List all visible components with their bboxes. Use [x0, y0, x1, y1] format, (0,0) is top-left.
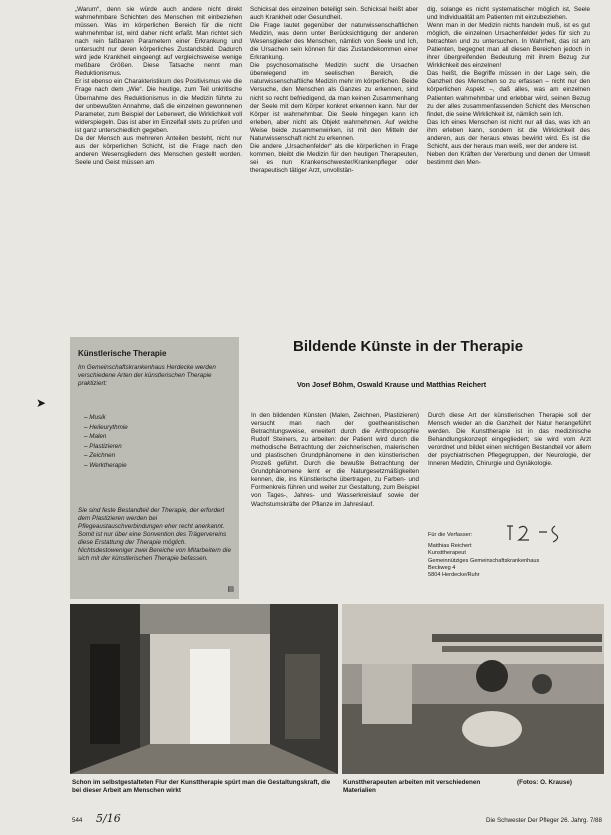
paragraph: Neben den Kräften der Vererbung und denen der Umwelt bestimmt den Men-	[427, 150, 590, 166]
photo-studio-image	[342, 604, 604, 774]
paragraph: Die andere „Ursachenfelder“ als die körperlichen in Frage kommen, bleibt die Medizin für den heutigen Therapeuten, sei es nun Krankenschwester/Krankenpfleger oder therapeutisch tätiger Arzt, unvollstän-	[250, 142, 418, 174]
handwritten-page-note: 5/16	[96, 812, 121, 825]
document-icon: ▤	[227, 586, 234, 593]
sidebar-foot: Sie sind feste Bestandteil der Therapie, der erfordert dem Plastizieren werden bei Pflegeaustauschverbindungen eher recht anerkannt. Somit ist nur über eine Sonvention des Trägervereins diese Erstattung der Therapie möglich. Nichtsdestoweniger zwei Bereiche von Mitarbeitern die sich mit der künstlerischen Therapie befassen.	[78, 507, 231, 563]
paragraph: dig, solange es nicht systematischer möglich ist, Seele und Individualität am Patienten mit einzubeziehen.	[427, 6, 590, 22]
paragraph: In den bildenden Künsten (Malen, Zeichnen, Plastizieren) versucht man nach der goetheanistischen Betrachtungsweise, erweitert durch die Anthroposophie Rudolf Steiners, zu arbeiten: der Patient wird durch die methodische Betrachtung der zeichnerischen, malerischen und plastischen Grundphänomene in den künstlerischen Prozeß geführt. Durch die bewußte Betrachtung der Grundphänomene lernt er die Naturgesetzmäßigkeiten kennen, die, ins Künstlerische übertragen, zu Farben- und Formenkreis führen und weiter zur Gestaltung, zum Beispiel von Tages-, Jahres- und Wasserkreislauf sowie der Wachstumskräfte der Pflanze im Jahreslauf.	[251, 412, 419, 508]
sidebar-title: Künstlerische Therapie	[78, 349, 167, 358]
paragraph: „Warum“, denn sie würde auch andere nicht direkt wahrnehmbare Schichten des Menschen mit einbeziehen müssen. Was im körperlichen Bereich für die nicht wahrnehmbar ist, wird daher nicht erfaßt. Man richtet sich nach rein faßbaren Parametern einer Erkrankung und untersucht nur deren körperliches Zustandsbild. Dadurch wird jede Krankheit eingeengt auf vergleichsweise wenige meßbare Größen. Diese Tatsache nennt man Reduktionismus.	[75, 6, 242, 78]
contact-label: Für die Verfasser:	[428, 532, 473, 538]
article-column-left	[251, 412, 419, 592]
photo-credit: (Fotos: O. Krause)	[517, 779, 572, 786]
paragraph: Die Frage lautet gegenüber der naturwissenschaftlichen Medizin, was denn unter Berücksichtigung der anderen Wesensglieder des Menschen, nämlich von Seele und Ich, die Ursachen sein können für das Zustandekommen einer Erkrankung.	[250, 22, 418, 62]
list-item: – Heileurythmie	[84, 423, 128, 431]
article-column-right	[428, 412, 591, 520]
paragraph: Das Ich eines Menschen ist nicht nur all das, was ich an ihm erleben kann, sondern ist die Wirklichkeit des anderen, aus der heraus etwas bewirkt wird. Es ist die Schicht, aus der heraus man weiß, wer der andere ist.	[427, 118, 590, 150]
text-column-3	[427, 6, 590, 316]
margin-arrow-icon: ➤	[36, 396, 47, 410]
photo-caption-left: Schon im selbstgestalteten Flur der Kunsttherapie spürt man die Gestaltungskraft, die bei dieser Arbeit am Menschen wirkt	[72, 779, 331, 794]
photo-caption-right: Kunsttherapeuten arbeiten mit verschiedenen Materialien	[343, 779, 481, 794]
paragraph: Er ist ebenso ein Charakteristikum des Positivismus wie die Frage nach dem „Wie“. Die heutige, zum Teil unkritische Übernahme des Reduktionismus in die Medizin führte zu der unbewußten Annahme, daß die einzelnen gewonnenen Parameter, zum Beispiel der Leberwert, die Wirklichkeit voll widerspiegeln. Das ist aber im Einzelfall stets zu prüfen und ist ganz unterschiedlich gegeben.	[75, 78, 242, 134]
list-item: – Werktherapie	[84, 461, 127, 469]
paragraph: Das heißt, die Begriffe müssen in der Lage sein, die Ganzheit des Menschen so zu erfassen – nicht nur den körperlichen Aspekt –, daß alles, was am einzelnen Patienten wahrnehmbar und erlebbar wird, seinen Bezug zu der alles zusammenfassenden Schicht des Menschen findet, die seine Wirklichkeit ist, nämlich sein Ich.	[427, 70, 590, 118]
paragraph: Schicksal des einzelnen beteiligt sein. Schicksal heißt aber auch Krankheit oder Gesundheit.	[250, 6, 418, 22]
text-column-1	[75, 6, 242, 316]
text-column-2	[250, 6, 418, 316]
list-item: – Zeichnen	[84, 452, 116, 460]
list-item: – Musik	[84, 414, 106, 421]
paragraph: Die psychosomatische Medizin sucht die Ursachen überwiegend im seelischen Bereich, die naturwissenschaftliche Medizin mehr im körperlichen. Beide Versuche, den Menschen als Ganzes zu erkennen, sind nicht so recht befriedigend, da man keinen Zusammenhang der Seele mit dem Körper konkret erkennen kann. Nur der Körper ist wahrnehmbar. Die Seele hingegen kann ich erleben, aber nicht als Objekt wahrnehmen. Auf welche Weise beide zusammenwirken, ist mit den Mitteln der Naturwissenschaft nicht zu erkennen.	[250, 62, 418, 142]
photo-studio	[342, 604, 604, 774]
contact-line: Kunsttherapeut	[428, 550, 466, 557]
list-item: – Malen	[84, 433, 107, 441]
sidebar-box	[70, 337, 239, 599]
list-item: – Plastizieren	[84, 442, 122, 450]
sidebar-lead: Im Gemeinschaftskrankenhaus Herdecke werden verschiedene Arten der künstlerischen Therapie praktiziert:	[78, 364, 216, 388]
page-number: 544	[72, 817, 83, 824]
contact-line: 5804 Herdecke/Ruhr	[428, 572, 480, 579]
contact-line: Gemeinnütziges Gemeinschaftskrankenhaus	[428, 557, 540, 564]
paragraph: Durch diese Art der künstlerischen Therapie soll der Mensch wieder an die Ganzheit der Natur herangeführt werden. Die Kunsttherapie ist in das medizinische Behandlungskonzept eingegliedert; sie wird vom Arzt verordnet und bildet einen wichtigen Bestandteil vor allem der psychiatrischen Pflegegruppen, der Neurologie, der Inneren Medizin, Chirurgie und Gynäkologie.	[428, 412, 591, 468]
therapy-list	[84, 413, 234, 471]
contact-line: Matthias Reichert	[428, 543, 472, 550]
article-authors: Von Josef Böhm, Oswald Krause und Matthias Reichert	[297, 380, 487, 389]
article-headline: Bildende Künste in der Therapie	[293, 338, 524, 355]
photo-hallway	[70, 604, 338, 774]
paragraph: Da der Mensch aus mehreren Anteilen besteht, nicht nur aus der körperlichen Schicht, ist die Frage nach den anderen Wesensgliedern des Menschen gestellt worden. Seele und Geist müssen am	[75, 134, 242, 166]
journal-reference: Die Schwester Der Pfleger 26. Jahrg. 7/88	[486, 817, 602, 824]
paragraph: Wenn man in der Medizin nichts handeln muß, ist es gut möglich, die einzelnen Ursachenfelder jedes für sich zu betrachten und zu untersuchen. In Wahrheit, das ist am Patienten, begegnet man all diesen Bereichen jedoch in ihrer übergreifenden Bedeutung mit ihrem Bezug zur Wirklichkeit des einzelnen!	[427, 22, 590, 70]
handwritten-mark	[503, 522, 563, 544]
photo-hallway-image	[70, 604, 338, 774]
contact-line: Beckweg 4	[428, 564, 456, 571]
